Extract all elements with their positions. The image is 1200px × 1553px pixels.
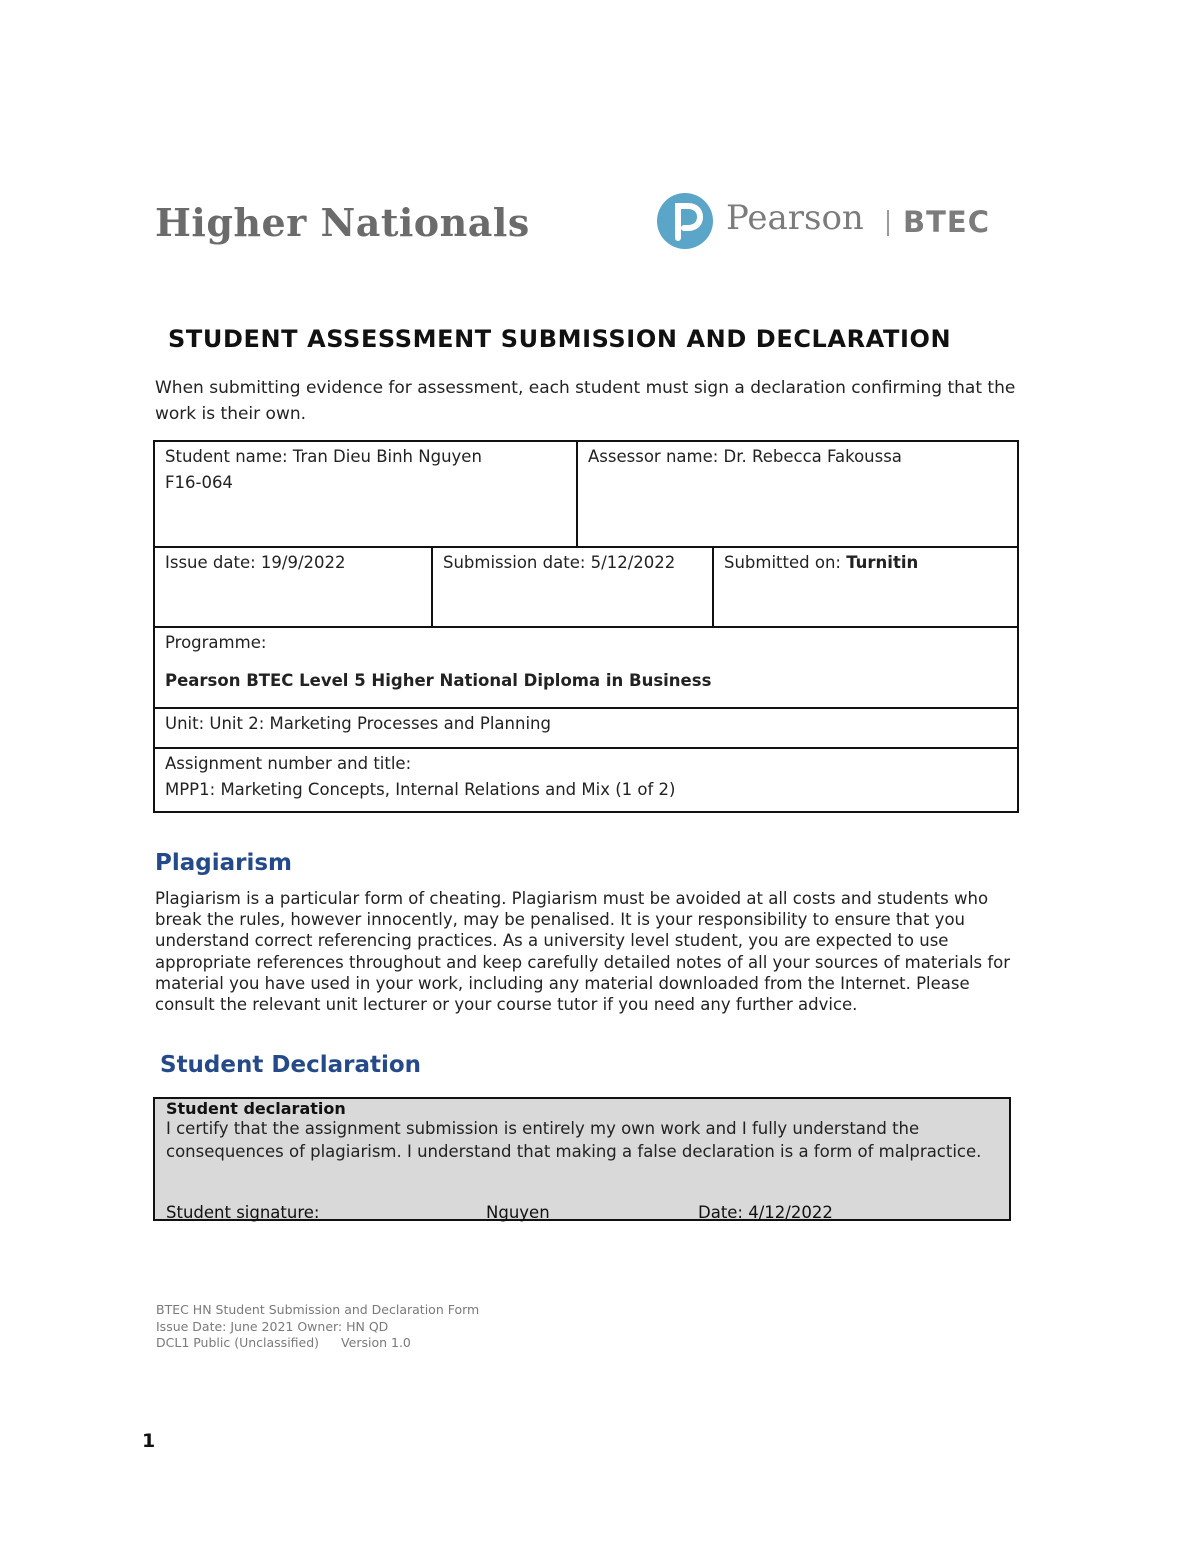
programme-label: Programme: [165,633,267,652]
student-name-cell [154,441,577,547]
footer-line-3 [156,1335,479,1352]
student-id: F16-064 [165,473,233,492]
footer-version: Version 1.0 [341,1335,411,1350]
programme-value: Pearson BTEC Level 5 Higher National Diploma in Business [165,671,712,690]
unit-text: Unit: Unit 2: Marketing Processes and Planning [165,714,551,733]
assessor-cell [577,441,1018,547]
submission-date-cell [432,547,713,627]
footer [156,1302,479,1352]
footer-line-2: Issue Date: June 2021 Owner: HN QD [156,1318,389,1334]
signature-label: Student signature: [166,1203,320,1222]
programme-cell [154,627,1018,708]
submitted-on-label: Submitted on: [724,553,847,572]
assessor-name: Assessor name: Dr. Rebecca Fakoussa [588,447,902,466]
declaration-box-heading: Student declaration [166,1099,346,1118]
page-number: 1 [142,1430,156,1452]
signature-value: Nguyen [486,1203,550,1222]
declaration-box [153,1097,1011,1221]
assignment-label: Assignment number and title: [165,754,412,773]
declaration-date: Date: 4/12/2022 [698,1203,833,1222]
submission-info-table [153,440,1019,813]
footer-line-1: BTEC HN Student Submission and Declaration Form [156,1302,480,1317]
issue-date: Issue date: 19/9/2022 [165,553,346,572]
student-declaration-heading: Student Declaration [160,1052,422,1078]
plagiarism-heading: Plagiarism [155,850,293,876]
logo-divider [887,210,889,236]
btec-wordmark: BTEC [903,205,990,239]
submission-date: Submission date: 5/12/2022 [443,553,676,572]
student-name: Student name: Tran Dieu Binh Nguyen [165,447,482,466]
higher-nationals-title: Higher Nationals [155,200,530,245]
unit-cell [154,708,1018,748]
declaration-text: I certify that the assignment submission is entirely my own work and I fully understand the consequences of plagiarism. I understand that making a false declaration is a form of malpractice. [166,1119,982,1161]
pearson-logo-icon [655,192,715,250]
assignment-value: MPP1: Marketing Concepts, Internal Relations and Mix (1 of 2) [165,780,676,799]
submitted-on-cell [713,547,1018,627]
plagiarism-text: Plagiarism is a particular form of cheating. Plagiarism must be avoided at all costs and students who break the rules, however innocently, may be penalised. It is your responsibility to ensure that you understand correct referencing practices. As a university level student, you are expected to use appropriate references throughout and keep carefully detailed notes of all your sources of materials for material you have used in your work, including any material downloaded from the Internet. Please consult the relevant unit lecturer or your course tutor if you need any further advice. [155,889,1011,1015]
issue-date-cell [154,547,432,627]
intro-text: When submitting evidence for assessment, each student must sign a declaration confirming that the work is their own. [155,378,1016,424]
assignment-cell [154,748,1018,812]
footer-classification: DCL1 Public (Unclassified) [156,1335,320,1350]
submitted-on-value: Turnitin [846,553,919,572]
pearson-wordmark: Pearson [726,198,864,238]
form-title: STUDENT ASSESSMENT SUBMISSION AND DECLARATION [168,325,952,353]
